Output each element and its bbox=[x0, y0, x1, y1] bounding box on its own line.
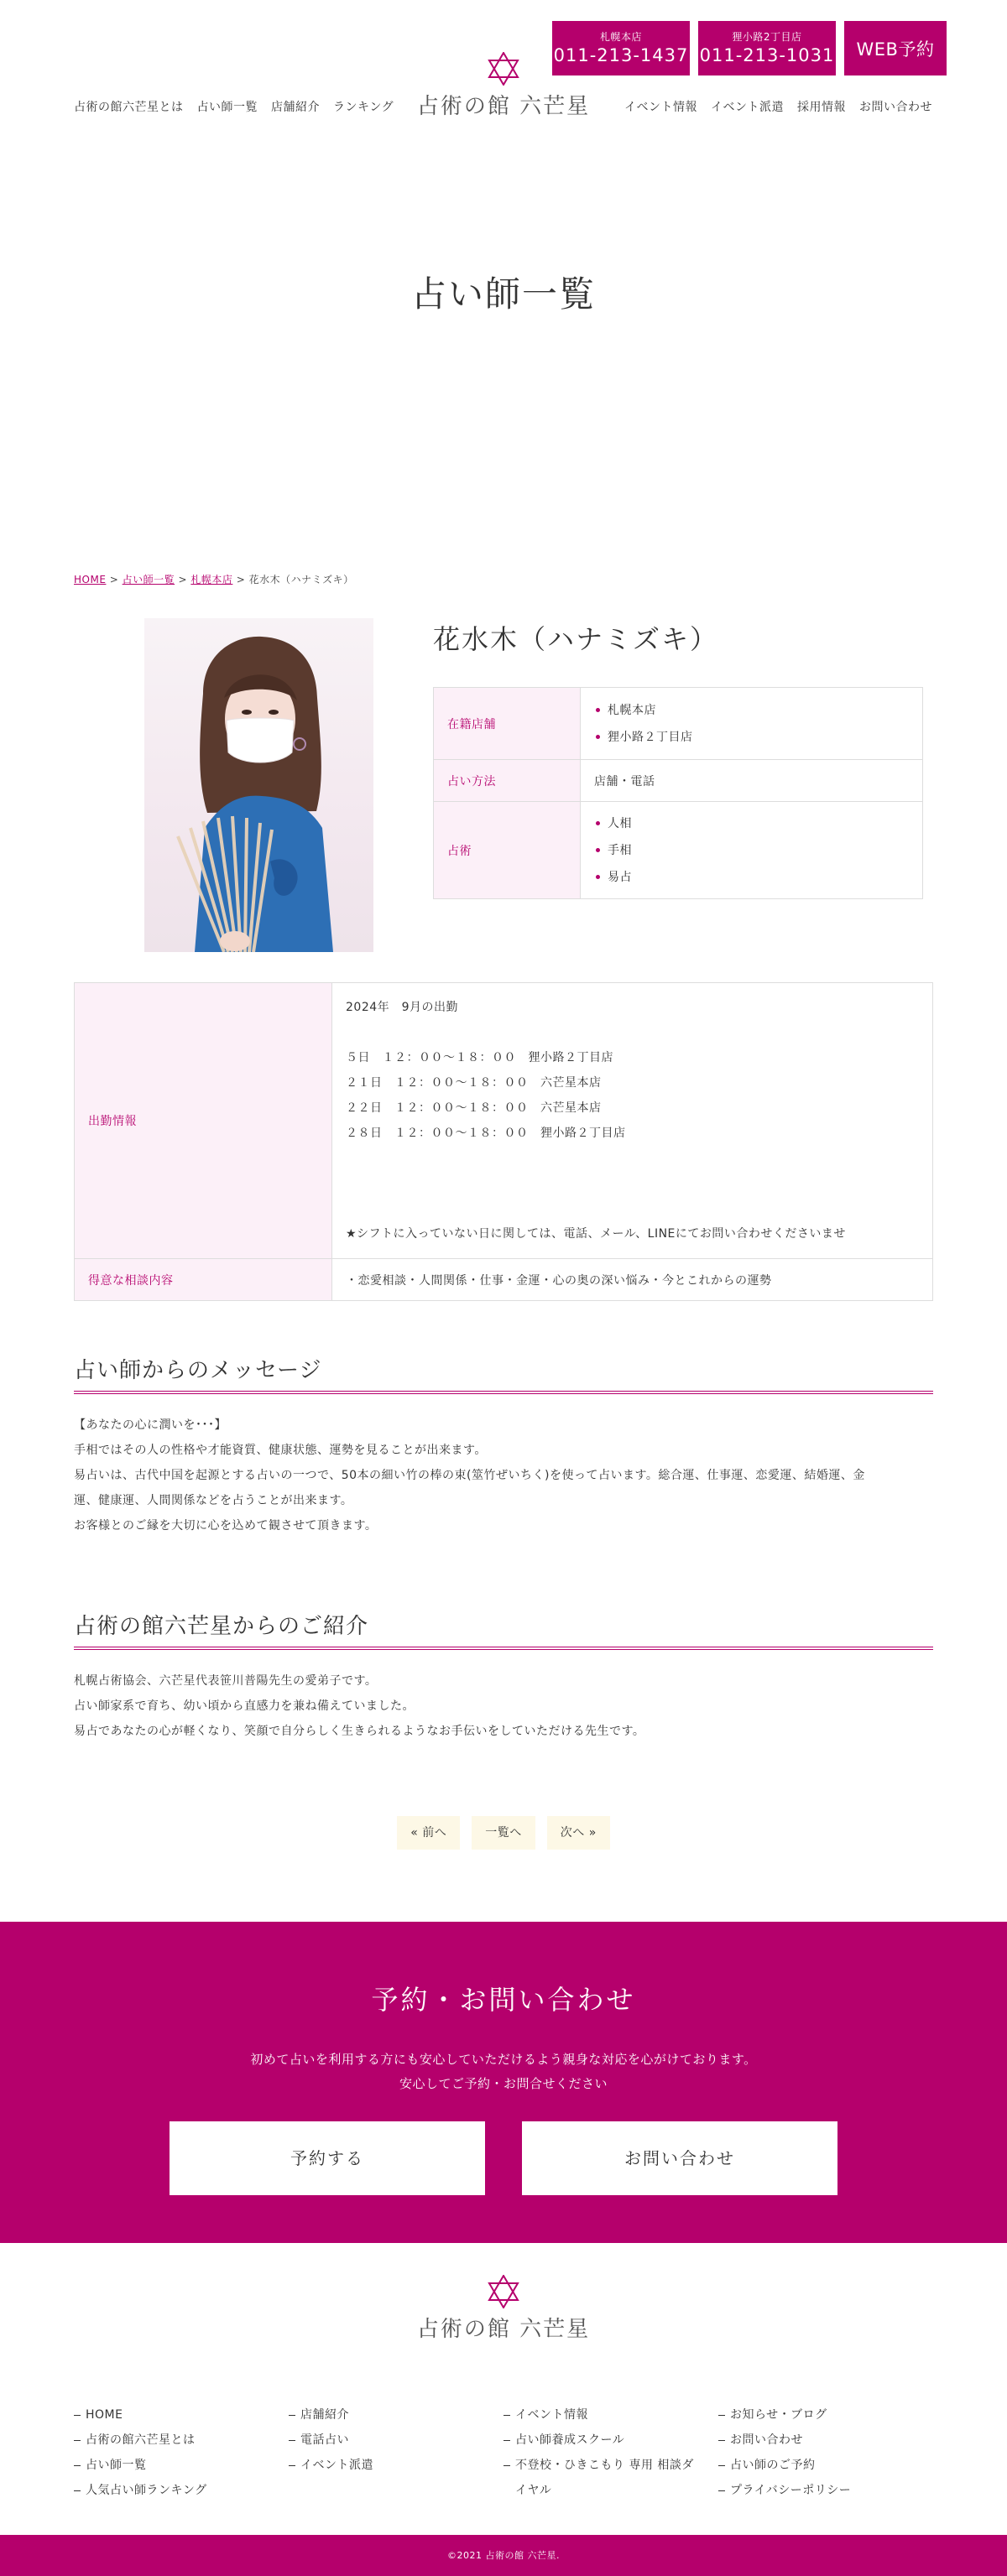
breadcrumb-separator: > bbox=[236, 574, 246, 585]
contact-lead-line: 初めて占いを利用する方にも安心していただけるよう親身な対応を心がけております。 bbox=[250, 2052, 757, 2067]
shops-cell bbox=[581, 688, 923, 760]
footer-link[interactable]: お知らせ・ブログ bbox=[718, 2402, 933, 2428]
footer-link[interactable]: 電話占い bbox=[289, 2428, 503, 2453]
breadcrumb-list[interactable]: 占い師一覧 bbox=[122, 574, 175, 585]
footer-column bbox=[503, 2402, 718, 2503]
inquiry-button[interactable]: お問い合わせ bbox=[522, 2121, 837, 2195]
footer-link[interactable]: イベント情報 bbox=[503, 2402, 718, 2428]
tel-shop-label: 狸小路2丁目店 bbox=[732, 30, 802, 43]
nav-events[interactable]: イベント情報 bbox=[624, 101, 697, 114]
footer-logo[interactable] bbox=[410, 2275, 597, 2343]
message-section bbox=[74, 1353, 933, 1538]
nav-contact[interactable]: お問い合わせ bbox=[859, 101, 932, 114]
nav-right bbox=[624, 98, 932, 115]
footer-link[interactable]: 占い師養成スクール bbox=[503, 2428, 718, 2453]
site-header bbox=[0, 0, 1007, 143]
logo-text: 占術の館 六芒星 bbox=[416, 94, 591, 119]
reserve-button[interactable]: 予約する bbox=[170, 2121, 485, 2195]
nav-ranking[interactable]: ランキング bbox=[333, 101, 394, 114]
footer-link[interactable]: 占い師一覧 bbox=[74, 2453, 289, 2478]
shops-label: 在籍店舗 bbox=[434, 688, 581, 760]
contact-title: 予約・お問い合わせ bbox=[371, 1984, 636, 2016]
arts-list bbox=[594, 810, 909, 891]
photo-column bbox=[74, 618, 443, 982]
breadcrumb-shop[interactable]: 札幌本店 bbox=[190, 574, 233, 585]
specialty-label: 得意な相談内容 bbox=[75, 1259, 332, 1301]
nav-fortune-tellers[interactable]: 占い師一覧 bbox=[196, 101, 258, 114]
intro-title: 占術の館六芒星からのご紹介 bbox=[74, 1609, 933, 1650]
page-title: 占い師一覧 bbox=[410, 273, 596, 315]
message-line: 手相ではその人の性格や才能資質、健康状態、運勢を見ることが出来ます。 bbox=[74, 1444, 487, 1457]
contact-section bbox=[0, 1922, 1007, 2243]
footer-link[interactable]: 不登校・ひきこもり 専用 相談ダイヤル bbox=[503, 2453, 705, 2503]
method-value: 店舗・電話 bbox=[581, 760, 923, 802]
schedule-line: ２２日 １２：００〜１８：００ 六芒星本店 bbox=[346, 1101, 602, 1115]
arts-cell bbox=[581, 802, 923, 899]
message-title: 占い師からのメッセージ bbox=[74, 1353, 933, 1394]
tel-tanukikoji-button[interactable] bbox=[698, 21, 836, 75]
message-body bbox=[74, 1413, 933, 1538]
specialty-value: ・恋愛相談・人間関係・仕事・金運・心の奥の深い悩み・今とこれからの運勢 bbox=[332, 1259, 933, 1301]
tel-number: 011-213-1031 bbox=[699, 44, 835, 65]
footer-link[interactable]: お問い合わせ bbox=[718, 2428, 933, 2453]
footer-logo-text: 占術の館 六芒星 bbox=[416, 2317, 591, 2342]
contact-lead-line: 安心してご予約・お問合せください bbox=[399, 2076, 608, 2091]
breadcrumb-current: 花水木（ハナミズキ） bbox=[248, 574, 354, 585]
profile-section bbox=[74, 618, 933, 982]
site-footer bbox=[0, 2243, 1007, 2535]
list-item: 札幌本店 bbox=[594, 697, 909, 724]
portrait-illustration bbox=[144, 618, 373, 952]
shops-list bbox=[594, 697, 909, 751]
nav-about[interactable]: 占術の館六芒星とは bbox=[74, 101, 184, 114]
web-reserve-button[interactable]: WEB予約 bbox=[844, 21, 947, 75]
intro-section bbox=[74, 1609, 933, 1744]
footer-link[interactable]: HOME bbox=[74, 2402, 289, 2428]
table-row bbox=[75, 1259, 933, 1301]
footer-link[interactable]: プライバシーポリシー bbox=[718, 2478, 933, 2503]
table-row bbox=[434, 688, 923, 760]
schedule-line: ５日 １２：００〜１８：００ 狸小路２丁目店 bbox=[346, 1051, 613, 1064]
schedule-note: ★シフトに入っていない日に関しては、電話、メール、LINEにてお問い合わせくださいませ bbox=[346, 1227, 846, 1241]
footer-column bbox=[718, 2402, 933, 2503]
breadcrumb-separator: > bbox=[109, 574, 119, 585]
footer-link[interactable]: 占い師のご予約 bbox=[718, 2453, 933, 2478]
tel-shop-label: 札幌本店 bbox=[599, 30, 642, 43]
footer-link[interactable]: 人気占い師ランキング bbox=[74, 2478, 289, 2503]
list-item: 易占 bbox=[594, 864, 909, 891]
table-row bbox=[75, 983, 933, 1259]
breadcrumb-home[interactable]: HOME bbox=[74, 574, 107, 585]
pager bbox=[0, 1816, 1007, 1850]
contact-buttons bbox=[0, 2121, 1007, 2195]
list-item: 手相 bbox=[594, 837, 909, 864]
next-button[interactable]: 次へ » bbox=[547, 1816, 610, 1850]
list-item: 狸小路２丁目店 bbox=[594, 724, 909, 751]
footer-column bbox=[74, 2402, 289, 2503]
hexagram-icon bbox=[488, 2275, 519, 2308]
message-line: お客様とのご縁を大切に心を込めて観させて頂きます。 bbox=[74, 1519, 378, 1533]
tel-number: 011-213-1437 bbox=[553, 44, 689, 65]
profile-info-table bbox=[433, 687, 923, 899]
contact-lead bbox=[0, 2048, 1007, 2096]
list-button[interactable]: 一覧へ bbox=[472, 1816, 535, 1850]
list-item: 人相 bbox=[594, 810, 909, 837]
arts-label: 占術 bbox=[434, 802, 581, 899]
schedule-label: 出勤情報 bbox=[75, 983, 332, 1259]
copyright: ©2021 占術の館 六芒星. bbox=[0, 2535, 1007, 2576]
info-column bbox=[433, 618, 923, 982]
header-buttons bbox=[552, 21, 947, 75]
message-line: 【あなたの心に潤いを･･･】 bbox=[74, 1418, 227, 1432]
schedule-line: ２１日 １２：００〜１８：００ 六芒星本店 bbox=[346, 1076, 602, 1090]
intro-body bbox=[74, 1668, 933, 1744]
method-label: 占い方法 bbox=[434, 760, 581, 802]
message-line: 易占いは、古代中国を起源とする占いの一つで、50本の細い竹の棒の束(筮竹ぜいちく)を使って占います。総合運、仕事運、恋愛運、結婚運、金 bbox=[74, 1469, 865, 1482]
fortune-teller-name: 花水木（ハナミズキ） bbox=[433, 623, 719, 655]
intro-line: 札幌占術協会、六芒星代表笹川普陽先生の愛弟子です。 bbox=[74, 1674, 378, 1688]
footer-column bbox=[289, 2402, 503, 2503]
footer-link[interactable]: 店舗紹介 bbox=[289, 2402, 503, 2428]
site-logo[interactable] bbox=[410, 52, 597, 120]
message-line: 運、健康運、人間関係などを占うことが出来ます。 bbox=[74, 1494, 353, 1507]
nav-event-dispatch[interactable]: イベント派遣 bbox=[711, 101, 784, 114]
detail-section bbox=[74, 982, 933, 1301]
footer-link[interactable]: 占術の館六芒星とは bbox=[74, 2428, 289, 2453]
schedule-line: ２８日 １２：００〜１８：００ 狸小路２丁目店 bbox=[346, 1127, 626, 1140]
nav-left bbox=[74, 98, 394, 115]
footer-links bbox=[74, 2402, 933, 2503]
breadcrumb bbox=[74, 572, 1007, 586]
schedule-cell bbox=[332, 983, 933, 1259]
footer-link[interactable]: イベント派遣 bbox=[289, 2453, 503, 2478]
table-row bbox=[434, 760, 923, 802]
table-row bbox=[434, 802, 923, 899]
nav-shops[interactable]: 店舗紹介 bbox=[271, 101, 320, 114]
intro-line: 易占であなたの心が軽くなり、笑顔で自分らしく生きられるようなお手伝いをしていただける先生です。 bbox=[74, 1725, 645, 1738]
schedule-title: 2024年 9月の出勤 bbox=[346, 1001, 459, 1014]
nav-recruit[interactable]: 採用情報 bbox=[797, 101, 846, 114]
fortune-teller-photo bbox=[144, 618, 373, 952]
detail-table bbox=[74, 982, 933, 1301]
prev-button[interactable]: « 前へ bbox=[397, 1816, 460, 1850]
breadcrumb-separator: > bbox=[178, 574, 188, 585]
intro-line: 占い師家系で育ち、幼い頃から直感力を兼ね備えていました。 bbox=[74, 1699, 415, 1713]
hexagram-icon bbox=[488, 52, 519, 86]
